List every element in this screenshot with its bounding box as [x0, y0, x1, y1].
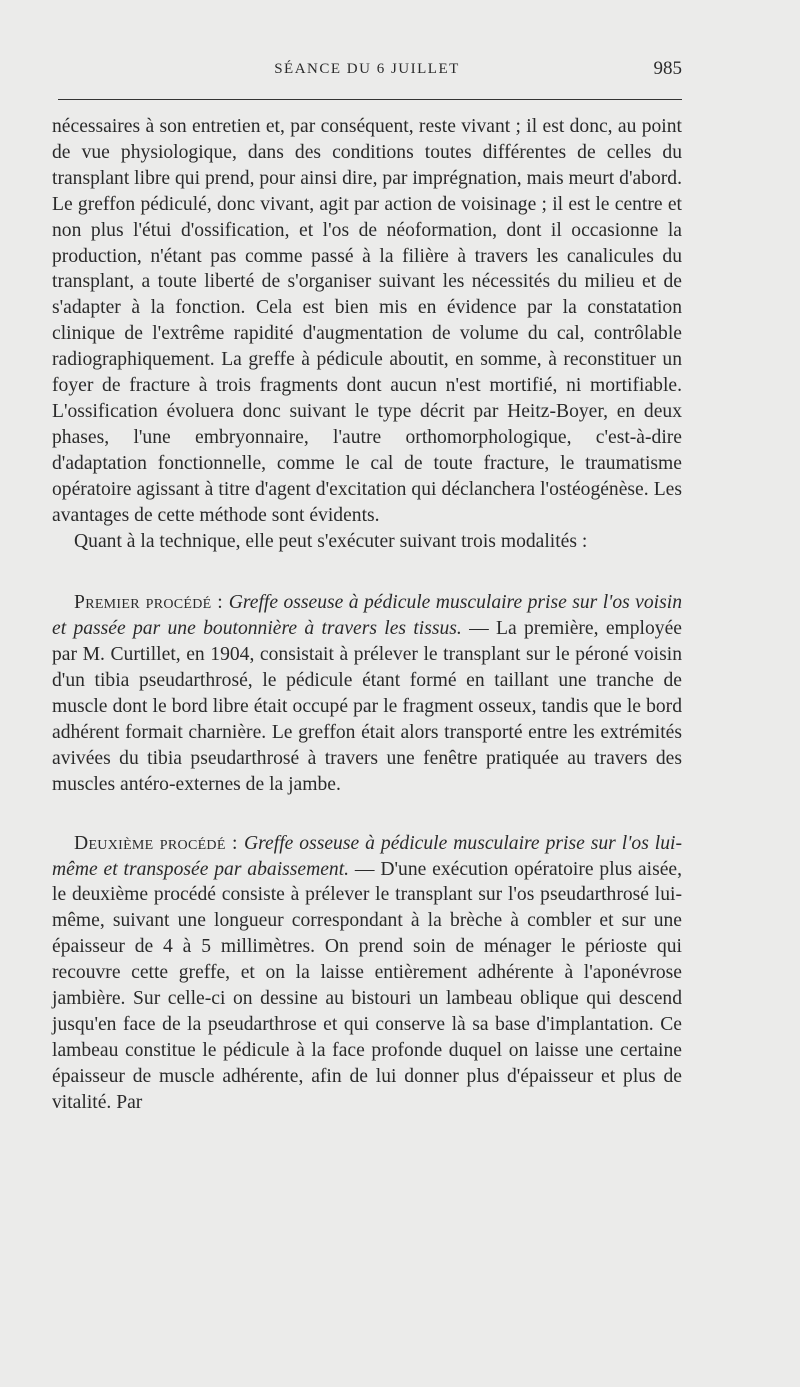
section-body: — D'une exécution opératoire plus aisée, le deuxième procédé consiste à prélever le transplant sur l'os pseudarthrosé lui-même, suivant une longueur correspondant à la brèche à combler et sur une épaisseur de 4 à 5 millimètres. On prend soin de ménager le périoste qui recouvre cette greffe, et on la laisse entièrement adhérente à l'aponévrose jambière. Sur celle-ci on dessine au bistouri un lambeau oblique qui descend jusqu'en face de la pseudarthrose et qui conserve là sa base d'implantation. Ce lambeau constitue le pédicule à la face profonde duquel on laisse une certaine épaisseur de muscle adhérente, afin de lui donner plus d'épaisseur et plus de vitalité. Par	[52, 858, 682, 1113]
paragraph-continuation: nécessaires à son entretien et, par conséquent, reste vivant ; il est donc, au point de vue physiologique, dans des conditions toutes différentes de celles du transplant libre qui prend, pour ainsi dire, par imprégnation, mais meurt d'abord. Le greffon pédiculé, donc vivant, agit par action de voisinage ; il est le centre et non plus l'étui d'ossification, et l'os de néoformation, dont il occasionne la production, n'étant pas comme passé à la filière à travers les canalicules du transplant, a toute liberté de s'organiser suivant les nécessités du milieu et de s'adapter à la fonction. Cela est bien mis en évidence par la constatation clinique de l'extrême rapidité d'augmentation de volume du cal, contrôlable radiographiquement. La greffe à pédicule aboutit, en somme, à reconstituer un foyer de fracture à trois fragments dont aucun n'est mortifié, ni mortifiable. L'ossification évoluera donc suivant le type décrit par Heitz-Boyer, en deux phases, l'une embryonnaire, l'autre orthomorphologique, c'est-à-dire d'adaptation fonctionnelle, comme le cal de toute fracture, le traumatisme opératoire agissant à titre d'agent d'excitation qui déclanchera l'ostéogénèse. Les avantages de cette méthode sont évidents.	[52, 116, 682, 526]
section-second-procedure	[52, 831, 682, 1116]
page-number: 985	[653, 58, 682, 79]
section-first-procedure	[52, 590, 682, 797]
running-title: SÉANCE DU 6 JUILLET	[274, 61, 460, 77]
header-rule	[58, 99, 682, 100]
section-body: — La première, employée par M. Curtillet, en 1904, consistait à prélever le transplant sur le péroné voisin d'un tibia pseudarthrosé, le pédicule étant formé en taillant une tranche de muscle dont le bord libre était occupé par le fragment osseux, tandis que le bord adhérent formait charnière. Le greffon était alors transporté entre les extrémités avivées du tibia pseudarthrosé à travers une fenêtre pratiquée au travers des muscles antéro-externes de la jambe.	[52, 618, 682, 795]
page-header	[52, 58, 682, 88]
section-label: Deuxième procédé :	[74, 832, 244, 854]
body-text	[52, 114, 682, 1116]
section-title: Greffe osseuse à pédicule musculaire prise sur l'os lui-même et transposée par abaissement.	[52, 832, 683, 880]
section-title: Greffe osseuse à pédicule musculaire prise sur l'os voisin et passée par une boutonnière à travers les tissus.	[52, 592, 682, 640]
paragraph-technique: Quant à la technique, elle peut s'exécuter suivant trois modalités :	[74, 530, 588, 552]
section-label: Premier procédé :	[74, 592, 229, 614]
